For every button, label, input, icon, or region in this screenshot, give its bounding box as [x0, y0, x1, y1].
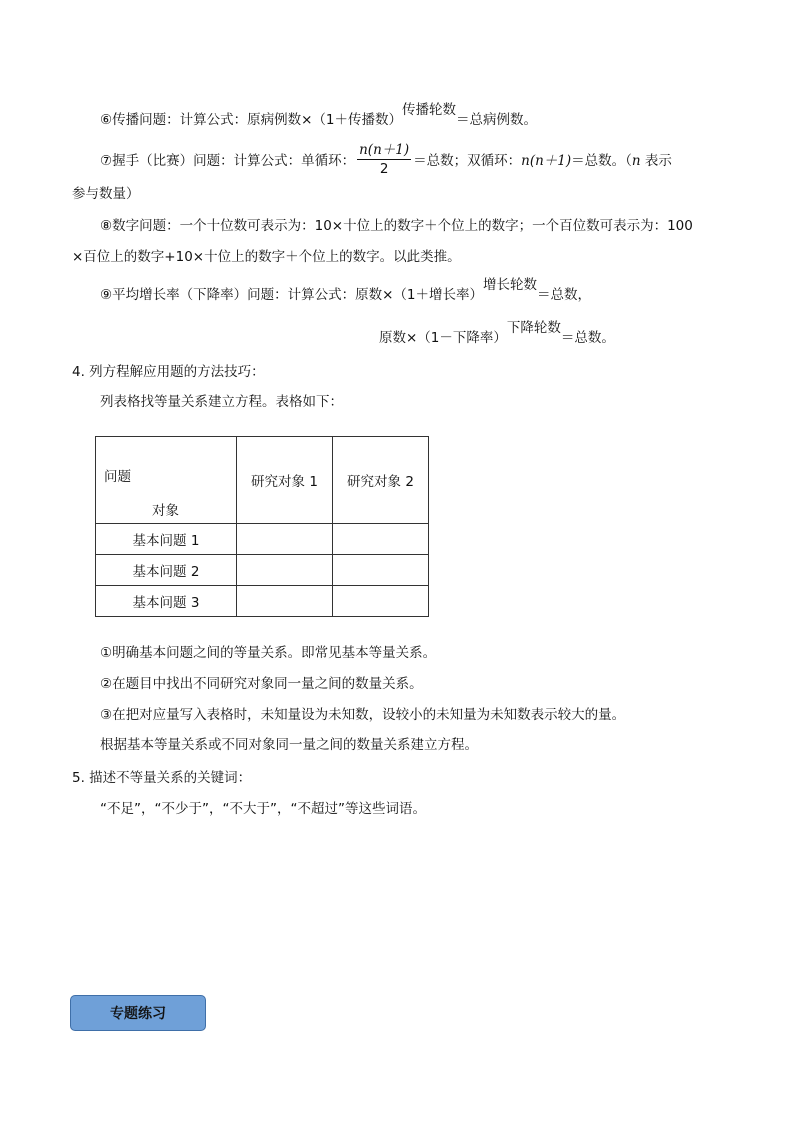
step-2: ②在题目中找出不同研究对象同一量之间的数量关系。 — [100, 676, 423, 692]
digits-line-2: ×百位上的数字+10×十位上的数字＋个位上的数字。以此类推。 — [72, 249, 461, 265]
table-row — [96, 524, 429, 555]
handshake-prefix: ⑦握手（比赛）问题：计算公式：单循环： — [100, 153, 356, 169]
decline-formula — [379, 320, 615, 348]
growth-formula — [100, 277, 592, 305]
spread-exponent: 传播轮数 — [402, 102, 457, 118]
table-header-row — [96, 437, 429, 524]
decline-exponent: 下降轮数 — [506, 320, 561, 336]
spread-suffix: ＝总病例数。 — [456, 112, 538, 128]
handshake-suffix: ＝总数。（ — [571, 153, 632, 169]
corner-cell — [96, 437, 237, 524]
n-variable: n — [631, 153, 641, 169]
table-cell — [237, 524, 333, 555]
corner-question: 问题 — [104, 469, 131, 485]
table-row — [96, 555, 429, 586]
handshake-tail: 表示 — [640, 153, 672, 169]
decline-suffix: ＝总数。 — [560, 330, 615, 346]
fraction-numerator: n(n＋1) — [359, 141, 410, 158]
step-conclusion: 根据基本等量关系或不同对象同一量之间的数量关系建立方程。 — [100, 737, 478, 753]
row-label: 基本问题 3 — [96, 586, 237, 617]
growth-suffix: ＝总数， — [537, 287, 592, 303]
spread-formula — [100, 102, 538, 130]
growth-prefix: ⑨平均增长率（下降率）问题：计算公式：原数×（1＋增长率） — [100, 287, 484, 303]
handshake-continuation: 参与数量） — [72, 186, 140, 202]
corner-object: 对象 — [152, 503, 179, 519]
table-cell — [237, 555, 333, 586]
table-cell — [237, 586, 333, 617]
column-header: 研究对象 1 — [237, 437, 333, 524]
spread-prefix: ⑥传播问题：计算公式：原病例数×（1＋传播数） — [100, 112, 403, 128]
section-5-keywords: “不足”，“不少于”，“不大于”，“不超过”等这些词语。 — [100, 801, 426, 817]
handshake-formula — [100, 142, 672, 180]
column-header: 研究对象 2 — [333, 437, 429, 524]
decline-prefix: 原数×（1－下降率） — [379, 330, 507, 346]
equation-table — [95, 436, 429, 617]
fraction-denominator: 2 — [379, 160, 389, 177]
row-label: 基本问题 2 — [96, 555, 237, 586]
table-cell — [333, 586, 429, 617]
practice-button[interactable]: 专题练习 — [70, 995, 206, 1031]
step-1: ①明确基本问题之间的等量关系。即常见基本等量关系。 — [100, 645, 437, 661]
table-cell — [333, 555, 429, 586]
section-5-heading: 5. 描述不等量关系的关键词： — [72, 770, 252, 786]
step-3: ③在把对应量写入表格时，未知量设为未知数，设较小的未知量为未知数表示较大的量。 — [100, 707, 626, 723]
handshake-mid: ＝总数；双循环： — [413, 153, 522, 169]
handshake-fraction — [357, 141, 411, 178]
section-4-intro: 列表格找等量关系建立方程。表格如下： — [100, 394, 343, 410]
table-row — [96, 586, 429, 617]
digits-line-1: ⑧数字问题：一个十位数可表示为：10×十位上的数字＋个位上的数字；一个百位数可表示为：100 — [100, 218, 693, 234]
growth-exponent: 增长轮数 — [483, 277, 538, 293]
row-label: 基本问题 1 — [96, 524, 237, 555]
section-4-heading: 4. 列方程解应用题的方法技巧： — [72, 364, 265, 380]
double-round-formula: n(n＋1) — [521, 153, 572, 169]
table-cell — [333, 524, 429, 555]
